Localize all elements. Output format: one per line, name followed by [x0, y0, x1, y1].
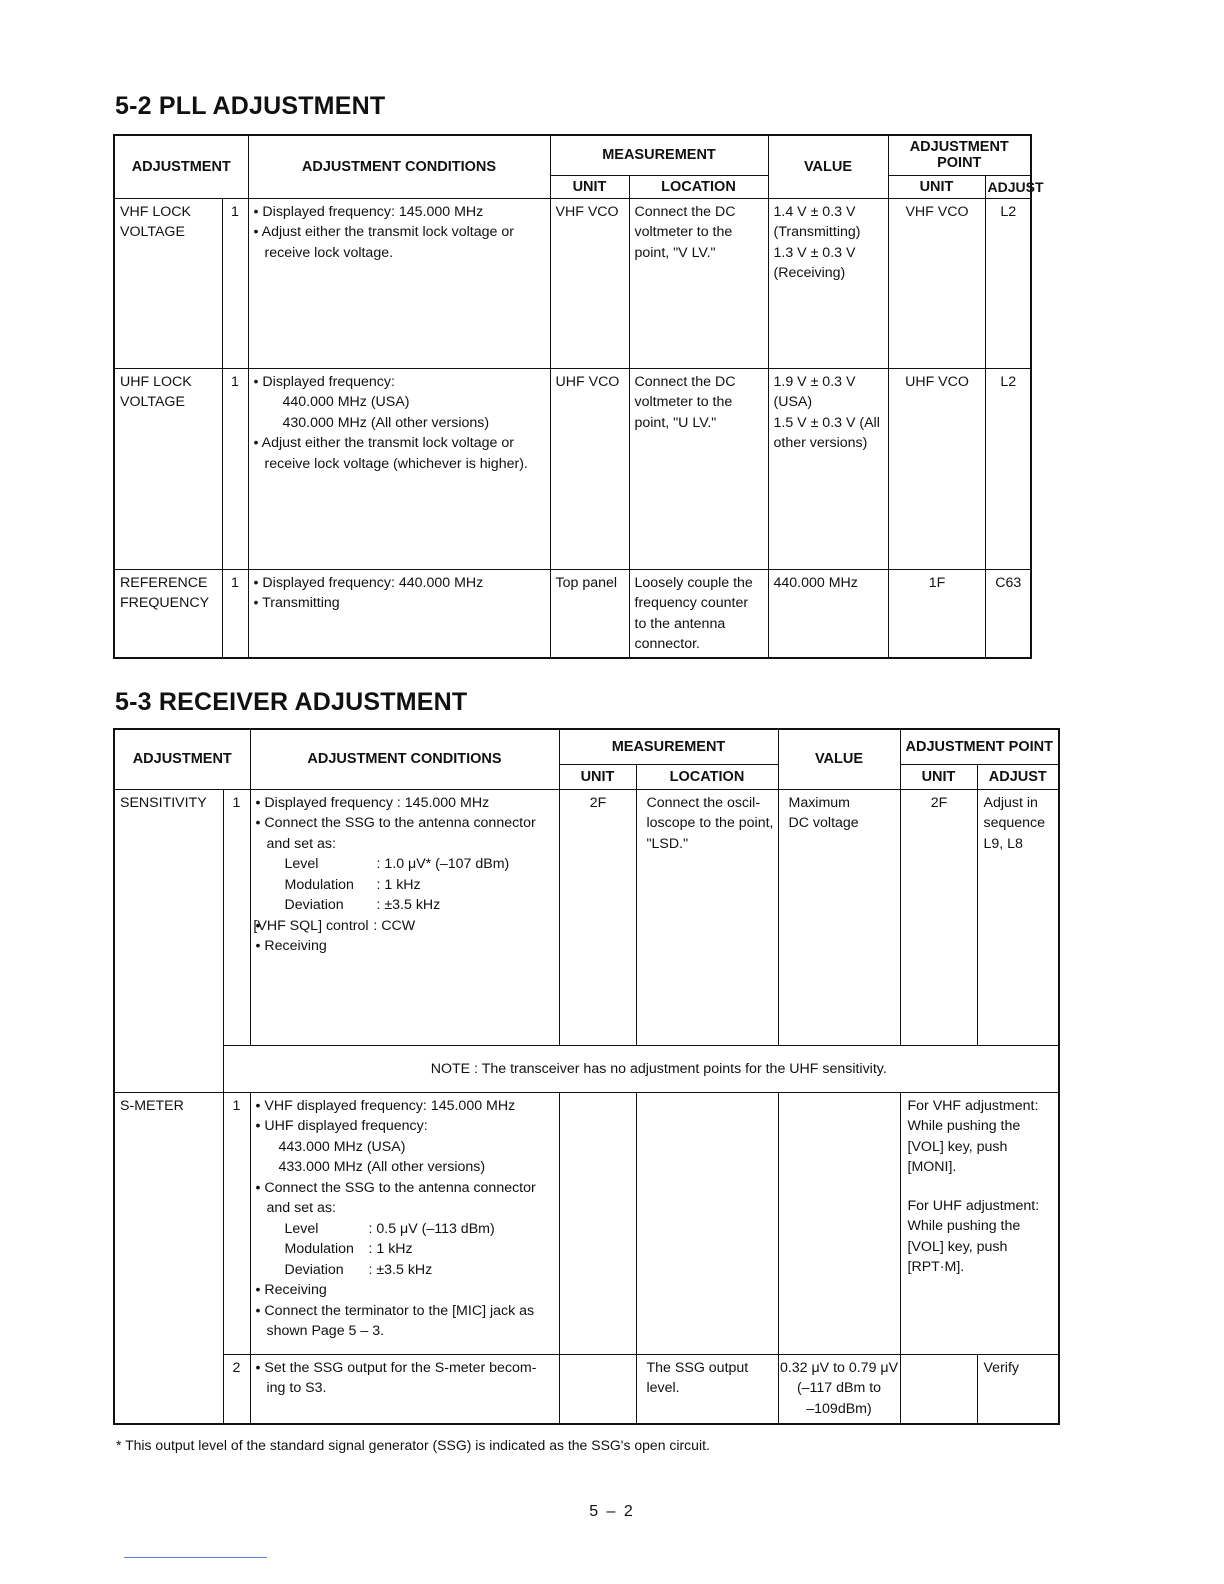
step-number: 1 [222, 198, 248, 368]
table-row [114, 569, 1031, 658]
measurement-location [636, 1092, 778, 1354]
table-row [114, 368, 1031, 569]
measurement-unit: Top panel [550, 569, 629, 658]
value: 440.000 MHz [768, 569, 888, 658]
adjustment-conditions: • Displayed frequency : 145.000 MHz • Connect the SSG to the antenna connector and set as: Level : 1.0 μV* (–107 dBm) Modulation : 1 kHz Deviation : ±3.5 kHz • [VHF SQL] control : CCW • Receiving [250, 789, 559, 1045]
header-measurement: MEASUREMENT [550, 135, 768, 175]
page-rule [124, 1557, 267, 1558]
receiver-section-title: 5-3 RECEIVER ADJUSTMENT [115, 688, 468, 716]
header-location: LOCATION [636, 764, 778, 789]
measurement-unit: VHF VCO [550, 198, 629, 368]
adjustment-name: VHF LOCK VOLTAGE [114, 198, 222, 368]
value: 1.9 V ± 0.3 V (USA) 1.5 V ± 0.3 V (All other versions) [768, 368, 888, 569]
adjustment-conditions: • VHF displayed frequency: 145.000 MHz • UHF displayed frequency: 443.000 MHz (USA) 433.000 MHz (All other versions) • Connect the SSG to the antenna connector and set as: Level : 0.5 μV (–113 dBm) Modulation : 1 kHz Deviation : ±3.5 kHz • Receiving • Connect the terminator to the [MIC] jack as shown Page 5 – 3. [250, 1092, 559, 1354]
adjustment-conditions: • Set the SSG output for the S-meter becom-ing to S3. [250, 1354, 559, 1424]
step-number: 1 [223, 1092, 250, 1354]
adjustment-name: REFERENCE FREQUENCY [114, 569, 222, 658]
header-value: VALUE [778, 729, 900, 789]
header-unit: UNIT [559, 764, 636, 789]
point-unit: 2F [900, 789, 977, 1045]
measurement-location: The SSG output level. [636, 1354, 778, 1424]
step-number: 2 [223, 1354, 250, 1424]
adjustment-name: S-METER [114, 1092, 223, 1424]
pll-adjustment-table [113, 134, 1044, 659]
adjustment-conditions: • Displayed frequency: 440.000 MHz (USA) 430.000 MHz (All other versions) • Adjust either the transmit lock voltage or receive lock voltage (whichever is higher). [248, 368, 550, 569]
measurement-unit [559, 1092, 636, 1354]
header-adjustment: ADJUSTMENT [114, 135, 248, 198]
point-unit: UHF VCO [888, 368, 985, 569]
header-point-unit: UNIT [900, 764, 977, 789]
header-point-unit: UNIT [888, 175, 985, 198]
point-unit: VHF VCO [888, 198, 985, 368]
adjustment-name: UHF LOCK VOLTAGE [114, 368, 222, 569]
table-row [114, 1092, 1059, 1354]
measurement-location: Loosely couple the frequency counter to the antenna connector. [629, 569, 768, 658]
measurement-unit: 2F [559, 789, 636, 1045]
table-row [114, 198, 1031, 368]
table-row [114, 789, 1059, 1045]
page-number: 5 – 2 [589, 1503, 635, 1520]
step-number: 1 [222, 569, 248, 658]
measurement-location: Connect the DC voltmeter to the point, "U LV." [629, 368, 768, 569]
header-conditions: ADJUSTMENT CONDITIONS [250, 729, 559, 789]
point-adjust: L2 [985, 198, 1031, 368]
value: 0.32 μV to 0.79 μV (–117 dBm to –109dBm) [778, 1354, 900, 1424]
measurement-location: Connect the DC voltmeter to the point, "V LV." [629, 198, 768, 368]
adjustment-point-instructions: For VHF adjustment: While pushing the [VOL] key, push [MONI]. For UHF adjustment: While pushing the [VOL] key, push [RPT·M]. [900, 1092, 1059, 1354]
adjustment-conditions: • Displayed frequency: 440.000 MHz • Transmitting [248, 569, 550, 658]
point-adjust: C63 [985, 569, 1031, 658]
pll-section-title: 5-2 PLL ADJUSTMENT [115, 92, 386, 120]
header-conditions: ADJUSTMENT CONDITIONS [248, 135, 550, 198]
measurement-location: Connect the oscil-loscope to the point, "LSD." [636, 789, 778, 1045]
point-unit: 1F [888, 569, 985, 658]
receiver-adjustment-table [113, 728, 1060, 1425]
header-adjustment-point: ADJUSTMENT POINT [900, 729, 1059, 764]
value: 1.4 V ± 0.3 V (Transmitting) 1.3 V ± 0.3 V (Receiving) [768, 198, 888, 368]
point-adjust: Adjust in sequence L9, L8 [977, 789, 1059, 1045]
value [778, 1092, 900, 1354]
header-point-adjust: ADJUST [985, 175, 1031, 198]
table-row [114, 1354, 1059, 1424]
header-location: LOCATION [629, 175, 768, 198]
header-adjustment: ADJUSTMENT [114, 729, 250, 789]
point-unit [900, 1354, 977, 1424]
header-value: VALUE [768, 135, 888, 198]
step-number: 1 [223, 789, 250, 1045]
footnote: * This output level of the standard signal generator (SSG) is indicated as the SSG's open circuit. [116, 1437, 710, 1453]
sensitivity-note: NOTE : The transceiver has no adjustment points for the UHF sensitivity. [223, 1045, 1059, 1092]
step-number: 1 [222, 368, 248, 569]
adjustment-conditions: • Displayed frequency: 145.000 MHz • Adjust either the transmit lock voltage or receive lock voltage. [248, 198, 550, 368]
point-adjust: L2 [985, 368, 1031, 569]
header-point-adjust: ADJUST [977, 764, 1059, 789]
measurement-unit [559, 1354, 636, 1424]
measurement-unit: UHF VCO [550, 368, 629, 569]
value: Maximum DC voltage [778, 789, 900, 1045]
header-adjustment-point: ADJUSTMENT POINT [888, 135, 1031, 175]
point-adjust: Verify [977, 1354, 1059, 1424]
adjustment-name: SENSITIVITY [114, 789, 223, 1092]
header-unit: UNIT [550, 175, 629, 198]
header-measurement: MEASUREMENT [559, 729, 778, 764]
